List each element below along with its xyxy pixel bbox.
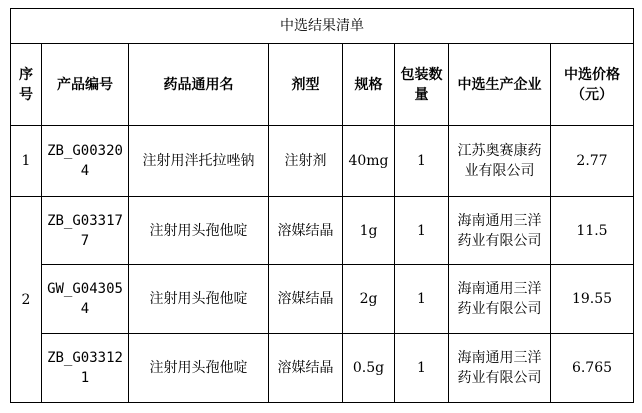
code-cell: ZB_G003204 bbox=[42, 126, 129, 197]
price-cell: 2.77 bbox=[551, 126, 634, 197]
form-cell: 溶媒结晶 bbox=[269, 197, 343, 265]
form-cell: 溶媒结晶 bbox=[269, 265, 343, 334]
table-title: 中选结果清单 bbox=[11, 9, 634, 44]
seq-cell: 1 bbox=[11, 126, 42, 197]
price-cell: 6.765 bbox=[551, 334, 634, 403]
header-name: 药品通用名 bbox=[129, 44, 269, 126]
title-row bbox=[11, 9, 634, 44]
header-form: 剂型 bbox=[269, 44, 343, 126]
results-table bbox=[10, 8, 634, 403]
form-cell: 溶媒结晶 bbox=[269, 334, 343, 403]
seq-cell: 2 bbox=[11, 197, 42, 403]
price-cell: 19.55 bbox=[551, 265, 634, 334]
code-cell: ZB_G033121 bbox=[42, 334, 129, 403]
spec-cell: 40mg bbox=[343, 126, 395, 197]
spec-cell: 0.5g bbox=[343, 334, 395, 403]
table-row bbox=[11, 334, 634, 403]
company-cell: 海南通用三洋药业有限公司 bbox=[449, 334, 551, 403]
pack-cell: 1 bbox=[395, 126, 449, 197]
spec-cell: 1g bbox=[343, 197, 395, 265]
table-row bbox=[11, 197, 634, 265]
name-cell: 注射用头孢他啶 bbox=[129, 265, 269, 334]
header-seq: 序号 bbox=[11, 44, 42, 126]
price-cell: 11.5 bbox=[551, 197, 634, 265]
name-cell: 注射用泮托拉唑钠 bbox=[129, 126, 269, 197]
table-row bbox=[11, 126, 634, 197]
pack-cell: 1 bbox=[395, 197, 449, 265]
header-code: 产品编号 bbox=[42, 44, 129, 126]
header-pack: 包装数量 bbox=[395, 44, 449, 126]
spec-cell: 2g bbox=[343, 265, 395, 334]
header-price: 中选价格（元） bbox=[551, 44, 634, 126]
name-cell: 注射用头孢他啶 bbox=[129, 334, 269, 403]
company-cell: 江苏奥赛康药业有限公司 bbox=[449, 126, 551, 197]
name-cell: 注射用头孢他啶 bbox=[129, 197, 269, 265]
company-cell: 海南通用三洋药业有限公司 bbox=[449, 197, 551, 265]
header-spec: 规格 bbox=[343, 44, 395, 126]
company-cell: 海南通用三洋药业有限公司 bbox=[449, 265, 551, 334]
pack-cell: 1 bbox=[395, 265, 449, 334]
pack-cell: 1 bbox=[395, 334, 449, 403]
table-row bbox=[11, 265, 634, 334]
header-company: 中选生产企业 bbox=[449, 44, 551, 126]
code-cell: GW_G043054 bbox=[42, 265, 129, 334]
form-cell: 注射剂 bbox=[269, 126, 343, 197]
code-cell: ZB_G033177 bbox=[42, 197, 129, 265]
header-row bbox=[11, 44, 634, 126]
